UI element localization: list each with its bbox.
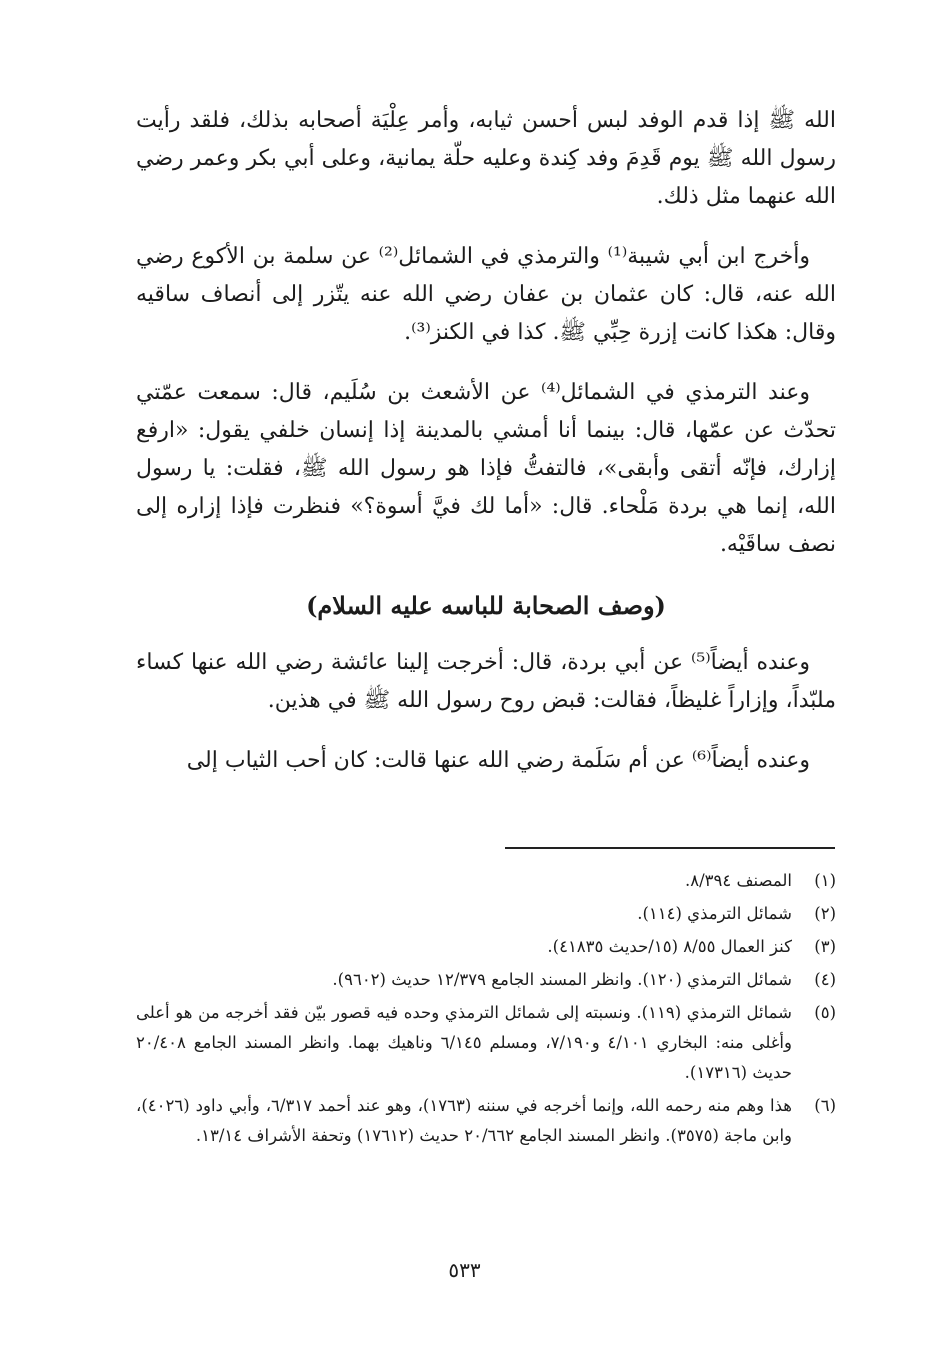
footnote-text: هذا وهم منه رحمه الله، وإنما أخرجه في سننه (١٧٦٣)، وهو عند أحمد ٦/٣١٧، وأبي داود (٤٠٢٦)، وابن ماجة (٣٥٧٥). وانظر المسند الجامع ٢٠/٦٦٢ حديث (١٧٦١٢) وتحفة الأشراف ١٣/١٤. — [136, 1096, 792, 1145]
footnote-5 — [136, 998, 836, 1088]
footnotes — [136, 866, 836, 1154]
paragraph-1: الله ﷺ إذا قدم الوفد لبس أحسن ثيابه، وأمر عِلْيَة أصحابه بذلك، فلقد رأيت رسول الله ﷺ يوم قَدِمَ وفد كِندة وعليه حلّة يمانية، وعلى أبي بكر وعمر رضي الله عنهما مثل ذلك. — [136, 108, 836, 209]
main-text — [136, 102, 836, 802]
footnote-2 — [136, 899, 836, 929]
section-heading: (وصف الصحابة للباسه عليه السلام) — [306, 591, 666, 620]
footnote-text: كنز العمال ٨/٥٥ (١٥/حديث ٤١٨٣٥). — [547, 937, 792, 956]
footnote-number: (٦) — [814, 1096, 836, 1115]
footnote-number: (١) — [814, 871, 836, 890]
paragraph-4: وعنده أيضاً⁽⁵⁾ عن أبي بردة، قال: أخرجت إلينا عائشة رضي الله عنها كساء ملبّداً، وإزاراً غليظاً، فقالت: قبض روح رسول الله ﷺ في هذين. — [136, 650, 836, 713]
paragraph-5: وعنده أيضاً⁽⁶⁾ عن أم سَلَمة رضي الله عنها قالت: كان أحب الثياب إلى — [186, 748, 810, 773]
footnote-4 — [136, 965, 836, 995]
footnote-divider — [505, 847, 835, 849]
footnote-text: شمائل الترمذي (١١٩). ونسبته إلى شمائل الترمذي وحده فيه قصور بيّن فقد أخرجه من هو أعلى وأغلى منه: البخاري ٤/١٠١ و٧/١٩٠، ومسلم ٦/١٤٥ وناهيك بهما. وانظر المسند الجامع ٢٠/٤٠٨ حديث (١٧٣١٦). — [136, 1003, 793, 1082]
footnote-number: (٣) — [814, 937, 836, 956]
footnote-number: (٢) — [814, 904, 836, 923]
footnote-6 — [136, 1091, 836, 1151]
footnote-3 — [136, 932, 836, 962]
footnote-number: (٥) — [814, 1003, 836, 1022]
paragraph-2: وأخرج ابن أبي شيبة⁽¹⁾ والترمذي في الشمائل⁽²⁾ عن سلمة بن الأكوع رضي الله عنه، قال: كان عثمان بن عفان رضي الله عنه يتّزر إلى أنصاف ساقيه وقال: هكذا كانت إزرة حِبِّي ﷺ. كذا في الكنز⁽³⁾. — [136, 244, 836, 345]
paragraph-3: وعند الترمذي في الشمائل⁽⁴⁾ عن الأشعث بن سُلَيم، قال: سمعت عمّتي تحدّث عن عمّها، قال: بينما أنا أمشي بالمدينة إذا إنسان خلفي يقول: «ارفع إزارك، فإنّه أتقى وأبقى»، فالتفتُّ فإذا هو رسول الله ﷺ، فقلت: يا رسول الله، إنما هي بردة مَلْحاء. قال: «أما لك فيَّ أسوة؟» فنظرت فإذا إزاره إلى نصف ساقَيْه. — [136, 380, 836, 557]
footnote-text: المصنف ٨/٣٩٤. — [684, 871, 792, 890]
page-number: ٥٣٣ — [448, 1258, 481, 1282]
footnote-1 — [136, 866, 836, 896]
footnote-number: (٤) — [814, 970, 836, 989]
footnote-text: شمائل الترمذي (١٢٠). وانظر المسند الجامع ١٢/٣٧٩ حديث (٩٦٠٢). — [332, 970, 792, 989]
footnote-text: شمائل الترمذي (١١٤). — [637, 904, 792, 923]
